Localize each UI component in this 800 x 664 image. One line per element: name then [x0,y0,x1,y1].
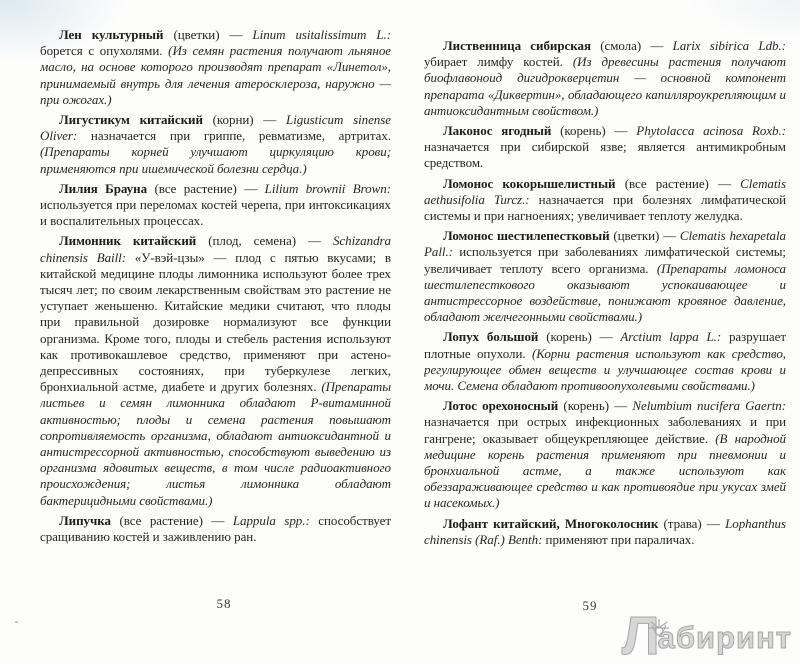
page-number-right: 59 [582,598,598,613]
plant-name: Лаконос ягодный [443,123,552,139]
labirint-minotaur-icon [646,618,672,642]
latin-name: Arctium lappa L.: [620,329,722,345]
plant-entry [424,228,786,325]
plant-entry [424,38,786,119]
entry-text: «У-вэй-цзы» — плод с пятью вкусами; в китайской медицине плоды лимонника используют более трех тысяч лет; по своим лекарственным свойствам это растение не уступает женьшеню. Китайские медики считают, что плоды при правильной дозировке нормализуют все функции организма. Кроме того, плоды и стебель растения используют как противокашлевое средство, применяют при астено-депрессивных состояниях, при туберкулезе легких, бронхиальной астме, диабете и других болезнях. [40,249,391,395]
entry-text: назначается при гриппе, ревматизме, артритах. [77,128,391,144]
plant-entry [40,513,391,545]
latin-name: Schizandra chinensis Baill: [40,233,391,265]
plant-part: (все растение) — [110,512,233,528]
plant-entry [40,112,391,177]
latin-name: Lophanthus chinensis (Raf.) Benth: [424,515,786,547]
plant-part: (все растение) — [147,180,265,196]
labirint-wordmark: абиринт [657,620,792,655]
plant-part: (все растение) — [615,175,741,191]
latin-name: Lilium brownii Brown: [264,180,391,196]
plant-entry [40,233,391,508]
latin-name: Linum usitalissimum L.: [252,27,391,42]
plant-name: Лен культурный [59,27,164,42]
entry-note: (В народной медицине корень растения применяют при пневмонии и бронхиальной астме, а также используют как обеззараживающее средство и как противоядие при укусах змей и насекомых.) [424,430,786,511]
entry-text: используется при заболеваниях лимфатической системы; увеличивает теплоту всего организма. [424,244,786,276]
entry-text: убирает лимфу костей. [424,54,573,70]
entry-note: (Корни растения используют как средство, регулирующее обмен веществ и улучшающее состав крови и мочи. Семена обладают противоопухолевыми свойствами.) [424,345,786,394]
latin-name: Clematis hexapetala Pall.: [424,228,786,260]
plant-name: Ломонос шестилепестковый [443,228,610,244]
plant-name: Липучка [59,512,111,528]
labirint-watermark [621,606,792,664]
latin-name: Nelumbium nucifera Gaertn: [632,398,786,414]
book-page-right [424,38,786,552]
plant-part: (корни) — [202,112,287,128]
plant-entry [424,176,786,225]
entry-note: (Препараты корней улучшают циркуляцию крови; применяются при ишемической болезни сердца.) [40,144,391,176]
plant-name: Лотос орехоносный [443,398,559,414]
entry-text: используется при переломах костей черепа, при интоксикациях и воспалительных процессах. [40,197,391,229]
latin-name: Phytolacca acinosa Roxb.: [636,123,786,139]
plant-entry [424,398,786,511]
plant-entry [40,181,391,230]
labirint-logo-letter: Л [621,606,658,664]
plant-name: Лофант китайский, Многоколосник [443,515,659,531]
page-right-text [424,38,786,552]
plant-part: (трава) — [658,515,726,531]
latin-name: Larix sibirica Ldb.: [672,38,786,53]
plant-part: (плод, семена) — [196,233,333,249]
book-page-left [40,27,391,549]
plant-entry [40,27,391,108]
plant-part: (корень) — [538,329,621,345]
entry-text: разрушает плотные опухоли. [424,329,786,361]
scan-speck [15,621,18,623]
plant-part: (корень) — [558,398,633,414]
plant-part: (цветки) — [609,228,680,244]
plant-name: Лигустикум китайский [59,112,203,128]
entry-note: (Из семян растения получают льняное масло, на основе которого производят препарат «Линетол», принимаемый внутрь для лечения атеросклероза, наружно — при ожогах.) [40,43,391,107]
plant-name: Ломонос кокорышелистный [443,175,616,191]
entry-note: (Препараты листьев и семян лимонника обладают Р-витаминной активностью; плоды и семена растения повышают сопротивляемость организма, обладают антиоксидантной и антистрессорной активностью, способствуют выведению из организма ядовитых веществ, в том числе радиоактивного происхождения; листья лимонника обладают бактерицидными свойствами.) [40,379,391,508]
plant-part: (смола) — [590,38,673,53]
entry-text: борется с опухолями. [40,43,169,59]
entry-note: (Из древесины растения получают биофлавоноид дигидрокверцетин — основной компонент препарата «Диквертин», обладающего капилляроукрепляющим и антиоксидантным свойством.) [424,54,786,118]
latin-name: Clematis aethusifolia Turcz.: [424,175,786,207]
entry-text: способствует сращиванию костей и заживлению ран. [40,512,391,545]
plant-entry [424,329,786,394]
latin-name: Ligusticum sinense Oliver: [40,112,391,144]
plant-part: (цветки) — [163,27,253,42]
page-number-left: 58 [216,596,232,611]
plant-name: Лилия Брауна [59,180,148,196]
plant-name: Лопух большой [443,329,539,345]
latin-name: Lappula spp.: [232,512,310,528]
plant-entry [424,516,786,548]
plant-part: (корень) — [551,123,637,139]
plant-name: Лиственница сибирская [443,38,591,53]
plant-name: Лимонник китайский [59,233,197,249]
entry-text: назначается при болезнях лимфатической системы и при нагноениях; увеличивает теплоту желудка. [424,191,786,224]
entry-note: (Препараты ломоноса шестилепесткового оказывают успокаивающее и антистрессорное воздействие, понижают кровяное давление, обладают желчегонными свойствами.) [424,260,786,325]
plant-entry [424,123,786,172]
entry-text: назначается при сибирской язве; является антимикробным средством. [424,139,786,171]
entry-text: назначается при острых инфекционных заболеваниях и при гангрене; оказывает общеукрепляющее действие. [424,414,786,446]
entry-text: применяют при параличах. [542,531,695,547]
page-left-text [40,27,391,549]
